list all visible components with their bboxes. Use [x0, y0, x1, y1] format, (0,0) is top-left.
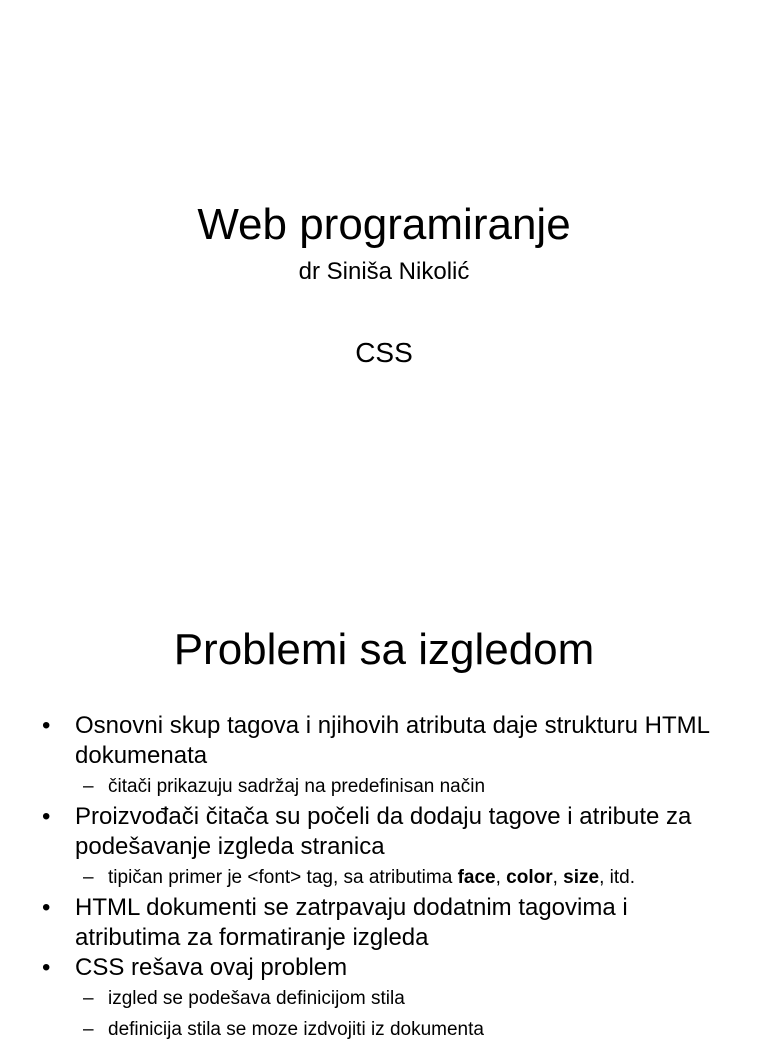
- bullet-item: [0, 953, 768, 983]
- bullet-marker: •: [42, 954, 51, 981]
- dash-marker: –: [83, 776, 94, 797]
- sub-bullet-item: [0, 983, 768, 1014]
- dash-marker: –: [83, 988, 94, 1009]
- dash-marker: –: [83, 867, 94, 888]
- separator: ,: [552, 867, 564, 888]
- content-slide: [0, 575, 768, 1040]
- bullet-item: [0, 802, 768, 862]
- bullet-text: HTML dokumenti se zatrpavaju dodatnim tagovima i atributima za formatiranje izgleda: [75, 894, 628, 951]
- sub-bullet-item: [0, 1014, 768, 1045]
- separator: ,: [495, 867, 507, 888]
- sub-bullet-text: definicija stila se moze izdvojiti iz dokumenta: [108, 1019, 484, 1040]
- presentation-title: Web programiranje: [197, 200, 571, 249]
- bullet-item: [0, 711, 768, 771]
- attr-face: face: [457, 867, 496, 888]
- sub-bullet-item: [0, 862, 768, 893]
- sub-bullet-text-suffix: , itd.: [599, 867, 635, 888]
- bullet-item: [0, 893, 768, 953]
- sub-bullet-text-prefix: tipičan primer je <font> tag, sa atributima: [108, 867, 458, 888]
- dash-marker: –: [83, 1019, 94, 1040]
- sub-bullet-item: [0, 771, 768, 802]
- bullet-list: [0, 711, 768, 1045]
- slide-title: Problemi sa izgledom: [173, 625, 595, 674]
- bullet-text: Osnovni skup tagova i njihovih atributa daje strukturu HTML dokumenata: [75, 712, 710, 769]
- attr-size: size: [563, 867, 600, 888]
- bullet-marker: •: [42, 712, 51, 739]
- author-name: dr Siniša Nikolić: [298, 258, 470, 285]
- bullet-marker: •: [42, 803, 51, 830]
- bullet-text: CSS rešava ovaj problem: [75, 954, 348, 981]
- bullet-text: Proizvođači čitača su počeli da dodaju tagove i atribute za podešavanje izgleda stranica: [75, 803, 692, 860]
- topic-label: CSS: [355, 337, 413, 368]
- bullet-marker: •: [42, 894, 51, 921]
- sub-bullet-text: čitači prikazuju sadržaj na predefinisan način: [108, 776, 486, 797]
- attr-color: color: [506, 867, 553, 888]
- sub-bullet-text: izgled se podešava definicijom stila: [108, 988, 405, 1009]
